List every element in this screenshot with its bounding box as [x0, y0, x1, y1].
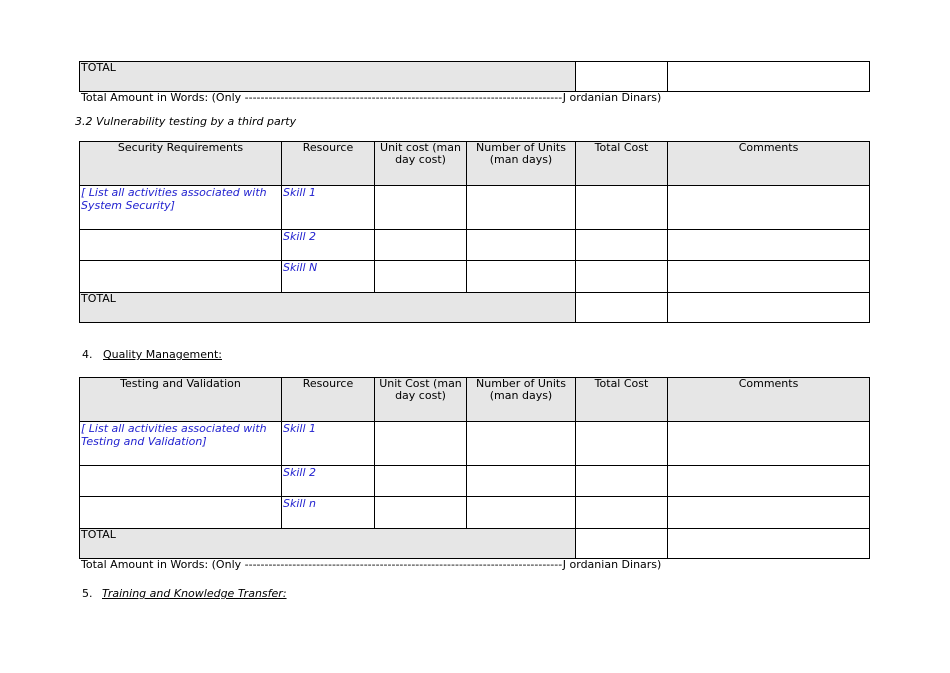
total-label: TOTAL [80, 293, 576, 323]
table-row [80, 261, 870, 293]
table-row [80, 230, 870, 261]
column-header: Resource [282, 378, 375, 422]
resource-cell: Skill n [282, 497, 375, 529]
resource-cell: Skill 1 [282, 186, 375, 230]
column-header: Comments [668, 378, 870, 422]
activity-cell: [ List all activities associated with Testing and Validation] [80, 422, 282, 466]
table-row [80, 186, 870, 230]
resource-cell: Skill 2 [282, 466, 375, 497]
total-row [80, 293, 870, 323]
vulnerability-cost-table [79, 141, 870, 323]
total-comments-cell [668, 62, 870, 92]
top-total-table [79, 61, 870, 92]
section-number: 5. [82, 587, 93, 600]
table-row [80, 466, 870, 497]
total-words-line: Total Amount in Words: (Only --------------------------------------------------------------------------------J ordanian Dinars) [81, 91, 662, 104]
column-header: Unit Cost (man day cost) [375, 378, 467, 422]
column-header: Testing and Validation [80, 378, 282, 422]
resource-cell: Skill N [282, 261, 375, 293]
total-cost-cell [576, 62, 668, 92]
section-heading: Training and Knowledge Transfer: [102, 587, 287, 600]
activity-cell [80, 497, 282, 529]
column-header: Number of Units (man days) [467, 142, 576, 186]
section-heading: 3.2 Vulnerability testing by a third party [75, 115, 297, 128]
activity-cell [80, 466, 282, 497]
column-header: Total Cost [576, 142, 668, 186]
table-row [80, 422, 870, 466]
table-row [80, 497, 870, 529]
column-header: Total Cost [576, 378, 668, 422]
total-row [80, 529, 870, 559]
total-words-line: Total Amount in Words: (Only --------------------------------------------------------------------------------J ordanian Dinars) [81, 558, 662, 571]
resource-cell: Skill 2 [282, 230, 375, 261]
total-label: TOTAL [80, 529, 576, 559]
column-header: Comments [668, 142, 870, 186]
column-header: Unit cost (man day cost) [375, 142, 467, 186]
column-header: Number of Units (man days) [467, 378, 576, 422]
activity-cell [80, 261, 282, 293]
section-heading: Quality Management: [103, 348, 222, 361]
resource-cell: Skill 1 [282, 422, 375, 466]
quality-cost-table [79, 377, 870, 559]
total-label: TOTAL [80, 62, 576, 92]
column-header: Security Requirements [80, 142, 282, 186]
activity-cell [80, 230, 282, 261]
section-number: 4. [82, 348, 93, 361]
activity-cell: [ List all activities associated with System Security] [80, 186, 282, 230]
column-header: Resource [282, 142, 375, 186]
